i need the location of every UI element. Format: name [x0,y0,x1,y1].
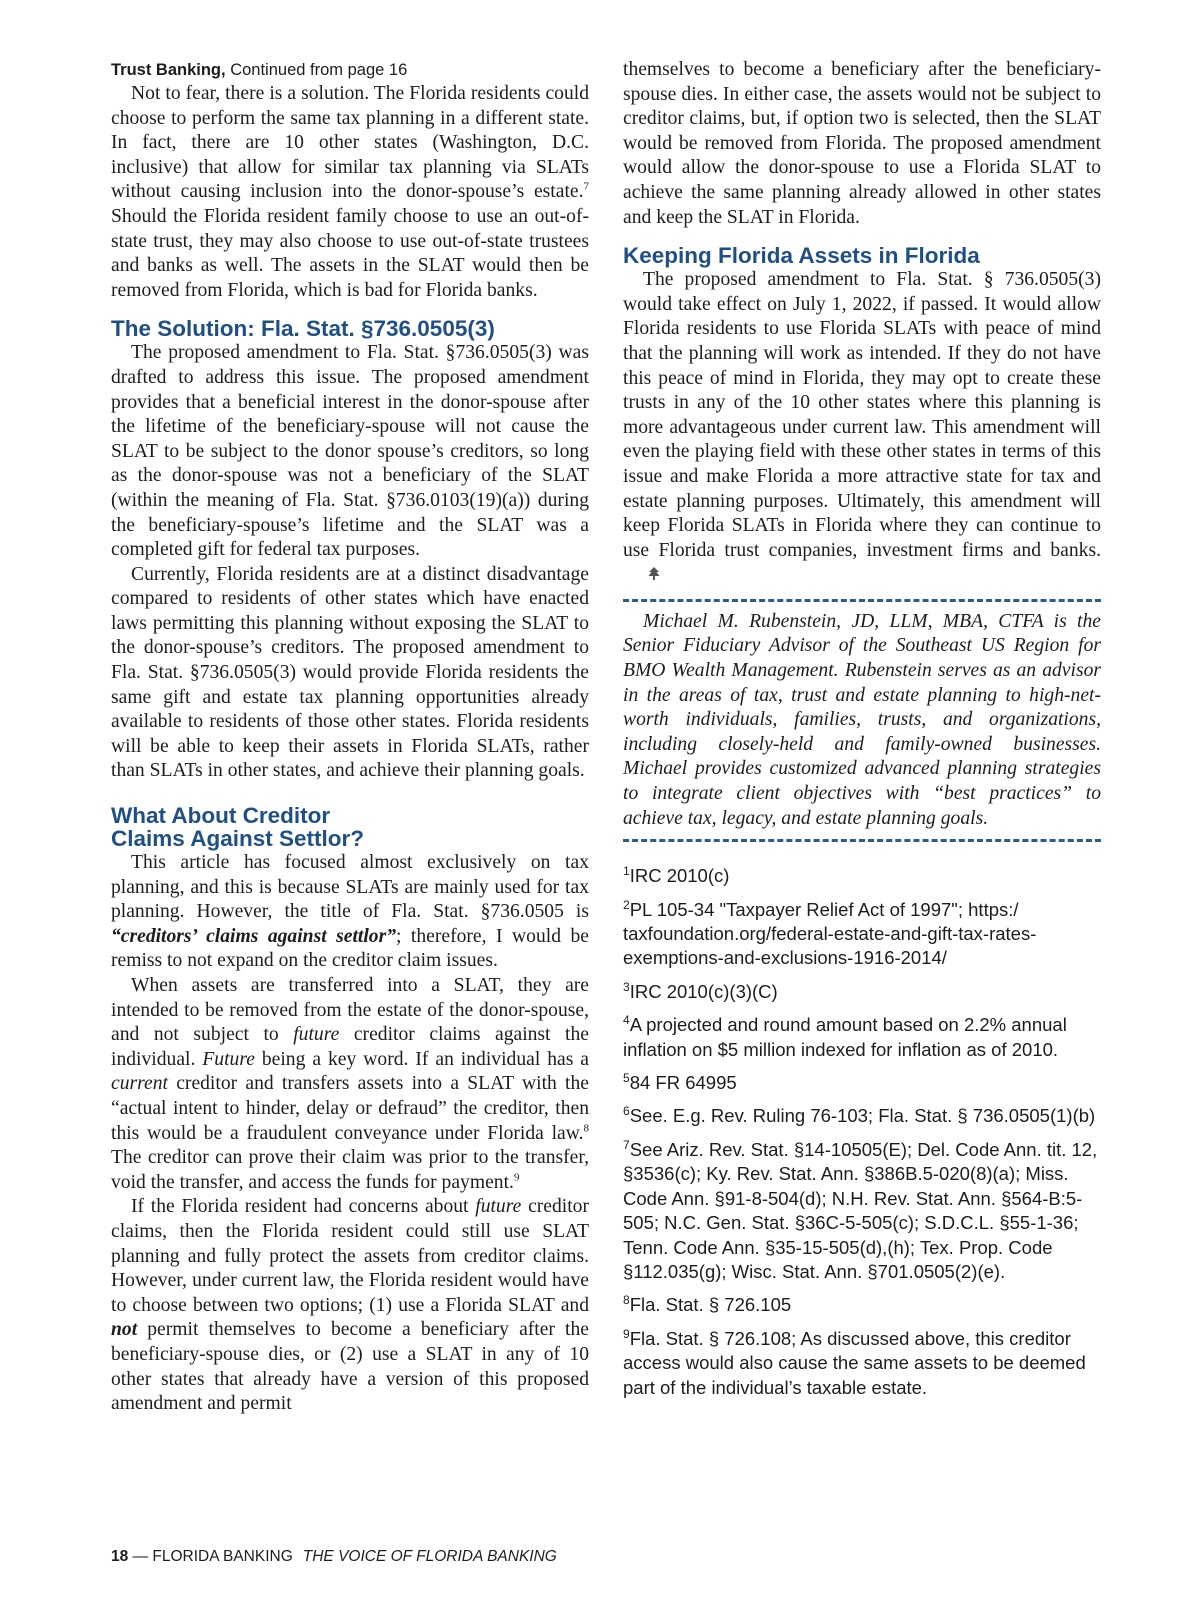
footnote [623,1327,1101,1400]
footnote [623,864,1101,888]
footnote-ref: 8 [583,1122,589,1135]
footnote-text: 84 FR 64995 [629,1072,737,1094]
section-heading: Keeping Florida Assets in Florida [623,243,980,269]
paragraph: Not to fear, there is a solution. The Florida residents could choose to perform the same tax planning in a different state. In fact, there are 10 other states (Washington, D.C. inclusive) that allow for similar tax planning via SLATs without causing inclusion into the donor-spouse’s estate.$^7$ Should the Florida resident family choose to use an out-of-state trust, they may also choose to use out-of-state trustees and banks as well. The assets in the SLAT would then be removed from Florida, which is bad for Florida banks. [111,83,589,301]
footnotes [623,864,1101,1400]
footnote [623,1138,1101,1284]
footnote-number: 9 [623,1326,630,1341]
footnote-text: PL 105-34 "Taxpayer Relief Act of 1997"; https:/ taxfoundation.org/federal-estate-and-gift-tax-rates-exemptions-and-exclusions-1916-2014/ [623,898,1037,969]
footnote-number: 6 [623,1104,630,1119]
footnote [623,1071,1101,1095]
footnote-text: See. E.g. Rev. Ruling 76-103; Fla. Stat. § 736.0505(1)(b) [629,1105,1096,1127]
footnote-number: 4 [623,1013,630,1028]
paragraph: themselves to become a beneficiary after the beneficiary-spouse dies. In either case, the assets would not be subject to creditor claims, but, if option two is selected, then the SLAT would be removed from Florida. The proposed amendment would allow the donor-spouse to use a Florida SLAT to achieve the same planning already allowed in other states and keep the SLAT in Florida. [623,59,1101,228]
tree-icon [627,564,661,589]
footnote-number: 3 [623,979,630,994]
footnote-text: Fla. Stat. § 726.108; As discussed above, this creditor access would also cause the same assets to be deemed part of the individual’s taxable estate. [623,1327,1086,1398]
footnote-number: 7 [623,1137,630,1152]
footnote-number: 1 [623,864,630,879]
footnote-ref: 7 [583,180,589,193]
paragraph: This article has focused almost exclusively on tax planning, and this is because SLATs are mainly used for tax planning. However, the title of Fla. Stat. §736.0505 is “creditors’ claims against settlor”; therefore, I would be remiss to not expand on the creditor claim issues. [111,852,589,972]
continued-line: Trust Banking, Continued from page 16 [111,61,408,79]
paragraph: The proposed amendment to Fla. Stat. §736.0505(3) was drafted to address this issue. The proposed amendment provides that a beneficial interest in the donor-spouse after the lifetime of the beneficiary-spouse will not cause the SLAT to be subject to the donor spouse’s creditors, so long as the donor-spouse was not a beneficiary of the SLAT (within the meaning of Fla. Stat. §736.0103(19)(a)) during the beneficiary-spouse’s lifetime and the SLAT was a completed gift for federal tax purposes. [111,342,589,561]
right-column [623,58,1101,1409]
footnote-text: IRC 2010(c) [629,865,730,887]
paragraph: If the Florida resident had concerns about future creditor claims, then the Florida resident could still use SLAT planning and fully protect the assets from creditor claims. However, under current law, the Florida resident would have to choose between two options; (1) use a Florida SLAT and not permit themselves to become a beneficiary after the beneficiary-spouse dies, or (2) use a SLAT in any of 10 other states that already have a version of this proposed amendment and permit [111,1196,589,1415]
paragraph: When assets are transferred into a SLAT, they are intended to be removed from the estate of the donor-spouse, and not subject to future creditor claims against the individual. Future being a key word. If an individual has a current creditor and transfers assets into a SLAT with the “actual intent to hinder, delay or defraud” the creditor, then this would be a fraudulent conveyance under Florida law.$^8$ The creditor can prove their claim was prior to the transfer, void the transfer, and access the funds for payment.$^9$ [111,975,589,1193]
footnote-text: See Ariz. Rev. Stat. §14-10505(E); Del. Code Ann. tit. 12, §3536(c); Ky. Rev. Stat. Ann. §386B.5-020(8)(a); Miss. Code Ann. §91-8-504(d); N.H. Rev. Stat. Ann. §564-B:5-505; N.C. Gen. Stat. §36C-5-505(c); S.D.C.L. §55-1-36; Tenn. Code Ann. §35-15-505(d),(h); Tex. Prop. Code §112.035(g); Wisc. Stat. Ann. §701.0505(2)(e). [623,1138,1098,1282]
divider [623,599,1101,602]
footnote-text: Fla. Stat. § 726.105 [629,1294,792,1316]
footnote-number: 8 [623,1293,630,1308]
footnote [623,898,1101,971]
footnote [623,1293,1101,1317]
page-footer: 18 — FLORIDA BANKING THE VOICE OF FLORIDA BANKING [111,1548,557,1565]
footnote [623,1013,1101,1062]
footnote-text: IRC 2010(c)(3)(C) [629,980,778,1002]
section-heading: The Solution: Fla. Stat. §736.0505(3) [111,316,495,342]
section-heading: What About Creditor Claims Against Settlor? [111,803,364,852]
author-bio: Michael M. Rubenstein, JD, LLM, MBA, CTFA is the Senior Fiduciary Advisor of the Southeast US Region for BMO Wealth Management. Rubenstein serves as an advisor in the areas of tax, trust and estate planning to high-net-worth individuals, families, trusts, and organizations, including closely-held and family-owned businesses. Michael provides customized advanced planning strategies to integrate client objectives with “best practices” to achieve tax, legacy, and estate planning goals. [623,610,1101,829]
paragraph: Currently, Florida residents are at a distinct disadvantage compared to residents of other states which have enacted laws permitting this planning without exposing the SLAT to the donor-spouse’s creditors. The proposed amendment to Fla. Stat. §736.0505(3) would provide Florida residents the same gift and estate tax planning opportunities already available to residents of those other states. Florida residents will be able to keep their assets in Florida SLATs, rather than SLATs in other states, and achieve their planning goals. [111,563,589,782]
footnote-number: 2 [623,897,630,912]
left-column [111,58,589,1417]
divider [623,839,1101,842]
footnote-text: A projected and round amount based on 2.2% annual inflation on $5 million indexed for inflation as of 2010. [623,1014,1067,1060]
footnote [623,980,1101,1004]
paragraph: The proposed amendment to Fla. Stat. § 736.0505(3) would take effect on July 1, 2022, if passed. It would allow Florida residents to use Florida SLATs with peace of mind that the planning will work as intended. If they do not have this peace of mind in Florida, they may opt to create these trusts in any of the 10 other states where this planning is more advantageous under current law. This amendment will even the playing field with these other states in terms of this issue and make Florida a more attractive state for tax and estate planning purposes. Ultimately, this amendment will keep Florida SLATs in Florida where they can continue to use Florida trust companies, investment firms and banks. [623,268,1101,589]
footnote-ref: 9 [513,1171,520,1184]
footnote-number: 5 [623,1070,630,1085]
footnote [623,1104,1101,1128]
